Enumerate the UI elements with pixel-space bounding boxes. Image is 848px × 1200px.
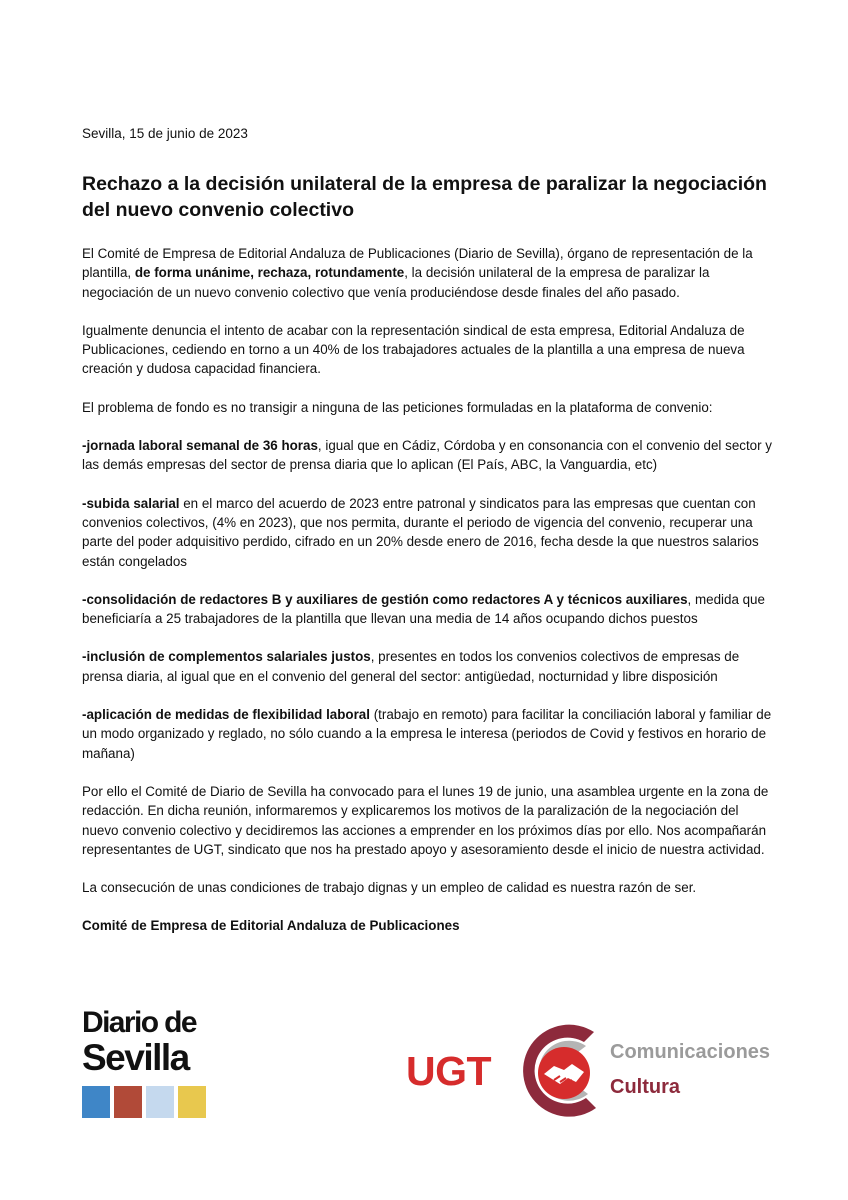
letter-title: Rechazo a la decisión unilateral de la empresa de paralizar la negociación del nuevo convenio colectivo bbox=[82, 173, 767, 221]
logo-line-2: Sevilla bbox=[82, 1037, 189, 1078]
demand-item-complementos bbox=[82, 647, 772, 686]
handshake-icon bbox=[514, 1018, 604, 1122]
paragraph-asamblea: Por ello el Comité de Diario de Sevilla ha convocado para el lunes 19 de junio, una asamblea urgente en la zona de redacción. En dicha reunión, informaremos y explicaremos los motivos de la paralización de la negociación del nuevo convenio colectivo y decidiremos las acciones a emprender en los próximos días por ello. Nos acompañarán representantes de UGT, sindicato que nos ha prestado apoyo y asesoramiento desde el inicio de nuestra actividad. bbox=[82, 783, 769, 857]
text-run: (trabajo en remoto) para facilitar la conciliación laboral y familiar de un modo organizado y reglado, no sólo cuando a la empresa le interesa (periodos de Covid y festivos en horario de mañana) bbox=[82, 707, 772, 761]
paragraph-problema: El problema de fondo es no transigir a ninguna de las peticiones formuladas en la plataforma de convenio: bbox=[82, 399, 713, 415]
letter-date: Sevilla, 15 de junio de 2023 bbox=[82, 126, 248, 141]
text-run: en el marco del acuerdo de 2023 entre patronal y sindicatos para las empresas que cuentan con convenios colectivos, (4% en 2023), que nos permita, durante el periodo de vigencia del convenio, recuperar una parte del poder adquisitivo perdido, cifrado en un 20% desde enero de 2016, fecha desde la que nuestros salarios están congelados bbox=[82, 495, 759, 569]
bold-run: -inclusión de complementos salariales justos bbox=[82, 649, 371, 665]
ugt-comunicaciones-label: Comunicaciones bbox=[610, 1041, 771, 1063]
text-run: El Comité de Empresa de Editorial Andaluza de Publicaciones (Diario de Sevilla), órgano de representación de la plantilla, bbox=[82, 246, 753, 281]
paragraph-denuncia: Igualmente denuncia el intento de acabar con la representación sindical de esta empresa, Editorial Andaluza de Publicaciones, cediendo en torno a un 40% de los trabajadores actuales de la plantilla a una empresa de nueva creación y dudosa capacidad financiera. bbox=[82, 322, 745, 377]
letter-body bbox=[82, 124, 772, 936]
diario-de-sevilla-logo bbox=[82, 1008, 208, 1118]
logo-bar-lightblue bbox=[146, 1086, 174, 1118]
text-run: , igual que en Cádiz, Córdoba y en consonancia con el convenio del sector y las demás empresas del sector de prensa diaria que lo aplican (El País, ABC, la Vanguardia, etc) bbox=[82, 438, 773, 473]
logo-bar-blue bbox=[82, 1086, 110, 1118]
paragraph-closing: La consecución de unas condiciones de trabajo dignas y un empleo de calidad es nuestra razón de ser. bbox=[82, 880, 697, 896]
text-run: , la decisión unilateral de la empresa de paralizar la negociación de un nuevo convenio colectivo que venía produciéndose desde finales del año pasado. bbox=[82, 265, 710, 300]
logo-color-bars bbox=[82, 1086, 208, 1118]
bold-run: -jornada laboral semanal de 36 horas bbox=[82, 438, 318, 454]
ugt-cultura-label: Cultura bbox=[610, 1076, 680, 1098]
bold-run: -aplicación de medidas de flexibilidad laboral bbox=[82, 707, 370, 723]
paragraph-intro bbox=[82, 244, 772, 302]
logo-line-1: Diario de bbox=[82, 1006, 196, 1039]
logo-bar-yellow bbox=[178, 1086, 206, 1118]
demand-item-flexibilidad bbox=[82, 705, 772, 763]
ugt-logo-text: UGT bbox=[406, 1048, 492, 1094]
demand-item-subida bbox=[82, 494, 772, 571]
demand-item-consolidacion bbox=[82, 590, 772, 629]
bold-run: -consolidación de redactores B y auxiliares de gestión como redactores A y técnicos auxiliares bbox=[82, 591, 688, 607]
demand-item-jornada bbox=[82, 436, 772, 475]
bold-run: -subida salarial bbox=[82, 495, 180, 511]
text-run: , medida que beneficiaría a 25 trabajadores de la plantilla que llevan una media de 14 años ocupando dichos puestos bbox=[82, 591, 765, 627]
text-run: , presentes en todos los convenios colectivos de empresas de prensa diaria, al igual que en el convenio del general del sector: antigüedad, nocturnidad y libre disposición bbox=[82, 649, 740, 684]
letter-signature: Comité de Empresa de Editorial Andaluza de Publicaciones bbox=[82, 918, 460, 934]
bold-run: de forma unánime, rechaza, rotundamente bbox=[134, 265, 405, 281]
logo-bar-red bbox=[114, 1086, 142, 1118]
